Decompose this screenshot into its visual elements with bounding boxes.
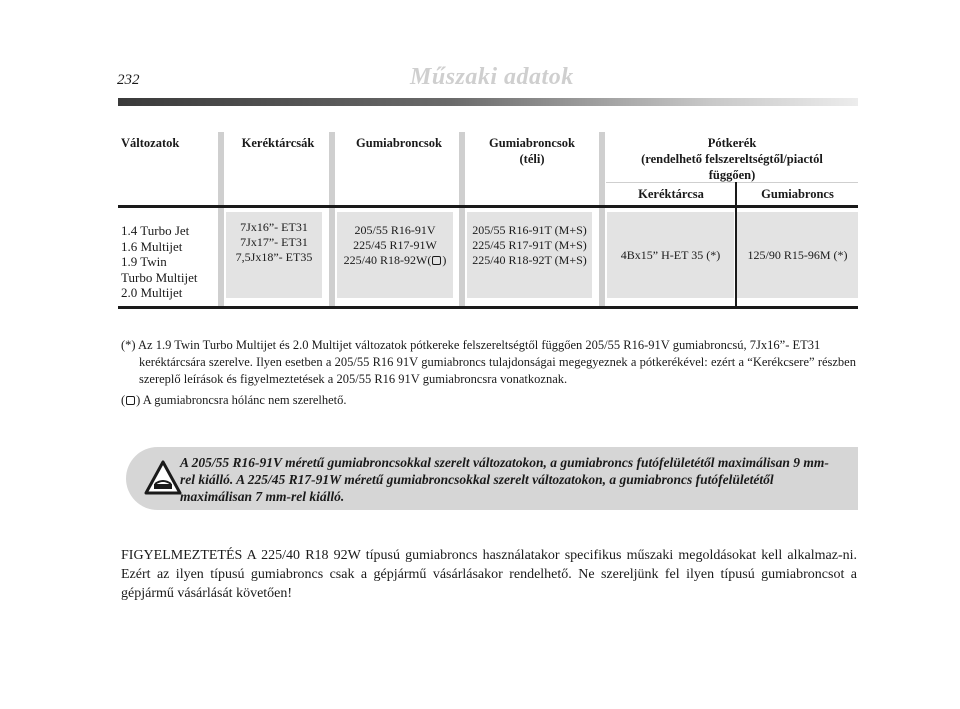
winter-tyre-size: 205/55 R16-91T (M+S)	[472, 223, 587, 237]
tyre-size-suffix: )	[442, 253, 447, 267]
column-separator	[459, 132, 465, 308]
variant-item: Turbo Multijet	[121, 269, 198, 285]
header-tyres: Gumiabroncsok	[356, 136, 442, 150]
winter-tyre-size: 225/45 R17-91T (M+S)	[472, 238, 587, 252]
winter-tyre-size: 225/40 R18-92T (M+S)	[472, 253, 587, 267]
header-spare	[606, 135, 858, 183]
body-text: FIGYELMEZTETÉS A 225/40 R18 92W típusú gumiabroncs használatakor specifikus műszaki megoldásokat kell alkalmaz-ni. Ezért az ilyen típusú gumiabroncs csak a gépjármű vásárlásakor rendelhető. Ne szereljünk fel ilyen típusú gumiabroncsot a gépjármű vásárlását követően!	[121, 548, 857, 601]
warning-box	[126, 447, 858, 510]
footnote-box-text: ) A gumiabroncsra hólánc nem szerelhető.	[136, 393, 347, 407]
header-winter-tyres-line2: (téli)	[519, 152, 545, 166]
variant-item: 2.0 Multijet	[121, 285, 183, 300]
header-spare-line1: Pótkerék	[707, 136, 757, 150]
footnotes	[121, 337, 856, 409]
header-spare-rim: Keréktárcsa	[638, 187, 704, 201]
tyre-size-with-note	[337, 253, 453, 268]
header-spare-line3: függően)	[708, 168, 756, 182]
page-title: Műszaki adatok	[410, 64, 574, 90]
tyres-cell	[337, 212, 453, 298]
column-separator	[329, 132, 335, 308]
footnote-box-prefix: (	[121, 393, 126, 407]
footnote-star	[121, 337, 856, 388]
tyre-size: 225/40 R18-92W(	[343, 253, 432, 267]
winter-tyres-cell	[467, 212, 592, 298]
variant-list	[121, 223, 197, 301]
variant-item: 1.9 Twin	[121, 254, 167, 269]
variant-item: 1.6 Multijet	[121, 238, 183, 254]
variant-item: 1.4 Turbo Jet	[121, 223, 190, 238]
spare-tyre-size: 125/90 R15-96M (*)	[747, 248, 848, 262]
table-rule-bottom	[118, 306, 858, 309]
spare-rim-cell	[607, 212, 734, 298]
tyre-size: 225/45 R17-91W	[353, 238, 437, 252]
footnote-star-line2: keréktárcsára szerelve. Ilyen esetben a 205/55 R16 91V gumiabroncs tulajdonságai megegyeznek a pótkerékével: ezért a “Kerékcsere” részben szereplő leírások és figyelmeztetések a 205/55 R16 91V gumiabroncsra vonatkoznak.	[139, 355, 856, 386]
footnote-box	[121, 392, 856, 409]
rim-size: 7Jx17”- ET31	[240, 235, 308, 249]
rims-cell	[226, 212, 322, 298]
warning-triangle-icon	[144, 460, 182, 496]
no-snow-chain-icon	[432, 256, 441, 265]
header-winter-tyres	[466, 135, 598, 167]
tyre-size: 205/55 R16-91V	[354, 223, 436, 237]
column-separator	[599, 132, 605, 308]
header-spare-line2: (rendelhető felszereltségtől/piactól	[641, 152, 823, 166]
header-variants: Változatok	[121, 136, 180, 150]
footnote-star-line1: (*) Az 1.9 Twin Turbo Multijet és 2.0 Multijet változatok pótkereke felszereltségtől függően 205/55 R16-91V gumiabroncsú, 7Jx16”- ET31	[121, 338, 821, 352]
spare-tyre-cell	[737, 212, 858, 298]
warning-text: A 205/55 R16-91V méretű gumiabroncsokkal szerelt változatokon, a gumiabroncs futófelületétől maximálisan 9 mm-rel kiálló. A 225/45 R17-91W méretű gumiabroncsokkal szerelt változatokon, a gumiabroncs futófelületétől maximálisan 7 mm-rel kiálló.	[180, 455, 829, 504]
rim-size: 7,5Jx18”- ET35	[235, 250, 313, 264]
spare-rim-size: 4Bx15” H-ET 35 (*)	[620, 248, 721, 262]
table-rule-top	[118, 205, 858, 208]
header-rule	[118, 98, 858, 106]
spare-subheader-rule	[606, 182, 858, 183]
header-winter-tyres-line1: Gumiabroncsok	[489, 136, 575, 150]
no-snow-chain-icon	[126, 396, 135, 405]
page-number: 232	[117, 72, 140, 88]
rim-size: 7Jx16”- ET31	[240, 220, 308, 234]
header-spare-tyre: Gumiabroncs	[761, 187, 834, 201]
header-rims: Keréktárcsák	[241, 136, 315, 150]
column-separator	[218, 132, 224, 308]
